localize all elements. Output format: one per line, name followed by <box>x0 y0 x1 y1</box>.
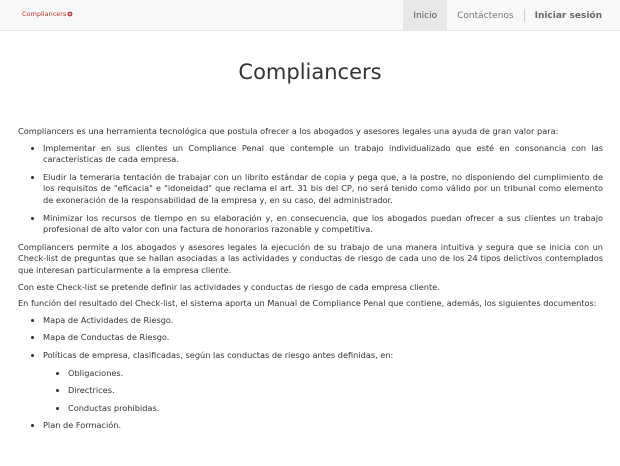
documents-paragraph: En función del resultado del Check-list, el sistema aporta un Manual de Compliance Penal que contiene, además, los siguientes documentos: <box>18 298 597 309</box>
list-item: • Mapa de Conductas de Riesgo. <box>43 332 603 344</box>
checklist-purpose-paragraph: Con este Check-list se pretende definir las actividades y conductas de riesgo de cada empresa cliente. <box>18 281 440 292</box>
list-item: • Plan de Formación. <box>43 420 603 432</box>
list-item: • Conductas prohibidas. <box>68 403 603 415</box>
nav-links <box>403 0 620 31</box>
list-item: • Directrices. <box>68 385 603 397</box>
nav-link-contactenos[interactable]: Contáctenos <box>457 10 514 21</box>
intro-paragraph: Compliancers es una herramienta tecnológica que postula ofrecer a los abogados y asesores legales una ayuda de gran valor para: <box>18 126 559 136</box>
list-item <box>43 350 603 414</box>
list-item: • Obligaciones. <box>68 368 603 380</box>
main-content <box>18 126 603 438</box>
list-item: • Eludir la temeraria tentación de trabajar con un librito estándar de copia y pega que, a la postre, no disponiendo del cumplimiento de los requisitos de "eficacia" e "idoneidad" que reclama el art. 31 bis del CP, no será tenido como válido por un tribunal como elemento de exoneración de la responsabilidad de la empresa y, en su caso, del administrador. <box>43 172 603 207</box>
list-item: • Mapa de Actividades de Riesgo. <box>43 315 603 327</box>
policies-list <box>43 368 603 415</box>
list-item: • Implementar en sus clientes un Compliance Penal que contemple un trabajo individualizado que esté en consonancia con las características de cada empresa. <box>43 143 603 166</box>
policies-label: Políticas de empresa, clasificadas, según las conductas de riesgo antes definidas, en: <box>43 349 394 360</box>
checklist-paragraph: Compliancers permite a los abogados y asesores legales la ejecución de su trabajo de una manera intuitiva y segura que se inicia con un Check-list de preguntas que se hallan asociadas a las actividades y conductas de riesgo de cada uno de los 24 tipos delictivos contemplados que interesan particularmente a la empresa cliente. <box>18 241 603 275</box>
logo-text: Compliancers <box>22 10 67 18</box>
logo-icon <box>67 11 73 17</box>
logo[interactable] <box>22 10 73 18</box>
benefits-list <box>18 143 603 236</box>
nav-link-inicio[interactable]: Inicio <box>403 0 447 31</box>
list-item: • Minimizar los recursos de tiempo en su elaboración y, en consecuencia, que los abogados puedan ofrecer a sus clientes un trabajo profesional de alto valor con una factura de honorarios razonable y competitiva. <box>43 213 603 236</box>
documents-list <box>18 315 603 432</box>
login-link[interactable]: Iniciar sesión <box>534 10 602 21</box>
page-title: Compliancers <box>238 60 382 84</box>
navbar <box>0 0 620 31</box>
